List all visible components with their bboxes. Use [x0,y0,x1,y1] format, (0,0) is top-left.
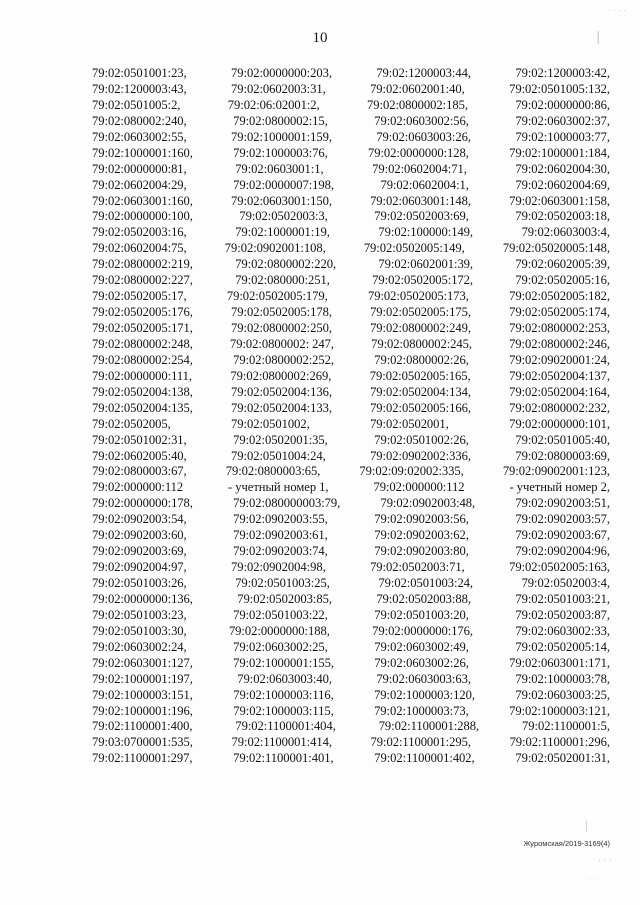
cadastral-number: 79:02:0800002:246, [509,336,610,351]
cadastral-number: 79:02:0502005:182, [509,289,610,304]
cadastral-number: 79:02:0502005, [92,416,171,431]
cadastral-number: 79:02:0902003:56, [374,512,469,527]
cadastral-number: 79:03:0700001:535, [92,735,193,750]
cadastral-number: 79:02:0000000:100, [92,209,193,224]
cadastral-number: 79:02:0502004:164, [509,384,610,399]
cadastral-number: 79:02:0800002:250, [231,321,332,335]
text-line [92,66,610,82]
cadastral-number: 79:02:0800002:232, [509,400,610,415]
cadastral-number: 79:02:0501005:40, [515,432,610,447]
text-line [92,385,610,401]
cadastral-number: 79:02:0800003:69, [515,448,610,463]
cadastral-number: 79:02:0501004:24, [231,448,326,463]
cadastral-number: 79:02:0000000:188, [228,623,330,638]
cadastral-number: 79:02:0902001:108, [224,241,326,256]
cadastral-number: 79:02:0502001:31, [515,751,610,766]
cadastral-number: 79:02:080000:251, [235,273,330,288]
cadastral-number: 79:02:0502004:136, [231,384,332,399]
text-line [92,624,610,640]
cadastral-number: 79:02:1100001:400, [92,719,193,734]
cadastral-number: - учетный номер 2, [509,480,610,495]
scan-artifact: | [596,28,600,44]
cadastral-number: 79:02:1200003:44, [376,66,471,80]
cadastral-number: 79:02:0502003:69, [374,209,469,224]
text-line [92,194,610,210]
cadastral-number: 79:02:1100001:296, [509,735,610,750]
cadastral-number: 79:02:0603003:25, [515,687,610,702]
cadastral-number: 79:02:0501003:30, [92,623,187,638]
cadastral-number: 79:02:0902004:98, [231,560,326,575]
text-line [92,353,610,369]
text-line [92,464,610,480]
cadastral-number: 79:02:080002:240, [92,113,187,128]
text-line [92,480,610,496]
cadastral-number: 79:02:1000003:151, [92,687,193,702]
cadastral-number: 79:02:0000000:101, [509,416,610,431]
cadastral-number: 79:02:0000000:176, [372,623,474,638]
cadastral-number: 79:02:0603001:127, [92,655,193,670]
cadastral-number: 79:02:0800002:269, [230,368,332,383]
cadastral-number: 79:02:0501003:21, [515,591,610,606]
text-line [92,417,610,433]
cadastral-number: 79:02:0502003:71, [370,560,465,575]
cadastral-number: 79:02:0502005:14, [515,639,610,654]
cadastral-number: 79:02:0800002:185, [367,97,468,112]
cadastral-number: 79:02:0000000:81, [92,161,187,176]
cadastral-number: 79:02:0502005:174, [509,305,610,320]
cadastral-number: 79:02:0800003:67, [92,464,187,479]
cadastral-number: 79:02:0501002:26, [374,432,469,447]
text-line [92,273,610,289]
cadastral-number: 79:02:0501003:24, [378,576,474,590]
text-line [92,433,610,449]
text-line [92,321,610,337]
cadastral-number: 79:02:06:02001:2, [227,97,320,112]
cadastral-number: 79:02:0602004:30, [515,161,610,176]
cadastral-number: 79:02:0902003:61, [233,528,328,543]
cadastral-number: 79:02:1100001:401, [233,751,334,766]
cadastral-number: 79:02:0602004:69, [515,177,610,192]
cadastral-number: 79:02:1000001:197, [92,671,193,686]
cadastral-number: 79:02:0502003:85, [237,591,332,606]
cadastral-number: 79:02:0902003:54, [92,512,187,527]
cadastral-number: 79:02:0902003:57, [515,512,610,527]
cadastral-number: 79:02:0501002:31, [92,432,187,447]
cadastral-number: 79:02:0501002, [231,416,310,431]
cadastral-number: 79:02:0502004:137, [509,368,610,383]
text-line [92,640,610,656]
cadastral-number: 79:02:0501005:2, [92,97,181,112]
text-line [92,592,610,608]
text-line [92,496,610,512]
cadastral-number: 79:02:0501003:26, [92,576,187,590]
cadastral-number: 79:02:1000001:196, [92,703,193,718]
cadastral-number: 79:02:0603001:171, [509,655,610,670]
cadastral-number: 79:02:0000000:136, [92,591,193,606]
cadastral-number: 79:02:1000003:76, [233,145,328,160]
cadastral-number: 79:02:0502005:171, [92,321,193,335]
text-line [92,751,610,767]
text-line [92,656,610,672]
cadastral-number: 79:02:0603002:56, [374,113,469,128]
cadastral-number: 79:02:0800002: 247, [229,336,334,351]
cadastral-number: 79:02:0502003:87, [515,607,610,622]
cadastral-number: 79:02:0502003:3, [239,209,328,224]
text-line [92,305,610,321]
cadastral-number: 79:02:0800002:26, [374,352,469,367]
cadastral-number: 79:02:1100001:288, [378,719,480,734]
cadastral-number: 79:02:1000001:19, [235,225,330,240]
cadastral-number: 79:02:1000001:155, [233,655,335,670]
text-line [92,162,610,178]
cadastral-number: 79:02:1000003:121, [509,703,610,718]
cadastral-number: 79:02:0603001:160, [92,193,193,208]
cadastral-number: - учетный номер 1, [228,480,329,495]
cadastral-number: 79:02:0603002:33, [515,623,610,638]
cadastral-number: 79:02:0603003:40, [237,671,332,686]
cadastral-number: 79:02:0502005:179, [226,289,328,304]
scan-artifact: · · [588,874,596,883]
cadastral-number: 79:02:0603001:158, [509,193,610,208]
cadastral-number: 79:02:1000001:160, [92,145,193,160]
text-line [92,449,610,465]
cadastral-number: 79:02:0902004:97, [92,560,187,575]
text-line [92,719,610,735]
cadastral-number: 79:02:0603002:25, [233,639,328,654]
cadastral-number-list [92,66,610,767]
cadastral-number: 79:02:0000000:203, [231,66,332,80]
text-line [92,544,610,560]
text-line [92,257,610,273]
cadastral-number: 79:02:0502004:133, [231,400,332,415]
text-line [92,560,610,576]
cadastral-number: 79:02:0000000:86, [515,97,610,112]
cadastral-number: 79:02:0603003:26, [376,129,471,144]
cadastral-number: 79:02:0902003:69, [92,544,187,559]
cadastral-number: 79:02:1200003:42, [515,66,610,80]
cadastral-number: 79:02:0602001:39, [378,257,474,272]
cadastral-number: 79:02:0502005:175, [370,305,471,320]
cadastral-number: 79:02:0800002:253, [509,321,610,335]
cadastral-number: 79:02:0502003:88, [376,591,471,606]
text-line [92,576,610,592]
text-line [92,337,610,353]
cadastral-number: 79:02:1000003:78, [515,671,610,686]
cadastral-number: 79:02:0501003:22, [233,607,328,622]
text-line [92,241,610,257]
cadastral-number: 79:02:0501003:20, [374,607,469,622]
text-line [92,130,610,146]
cadastral-number: 79:02:0602004:75, [92,241,187,256]
cadastral-number: 79:02:0502005:165, [369,368,471,383]
text-line [92,289,610,305]
cadastral-number: 79:02:0902003:55, [233,512,328,527]
cadastral-number: 79:02:0602004:29, [92,177,187,192]
cadastral-number: 79:02:1100001:414, [231,735,332,750]
cadastral-number: 79:02:0502005:176, [92,305,193,320]
text-line [92,178,610,194]
cadastral-number: 79:02:0502005:16, [515,273,610,288]
cadastral-number: 79:02:1000003:73, [374,703,469,718]
cadastral-number: 79:02:0603002:24, [92,639,187,654]
cadastral-number: 79:02:000000:112 [92,480,184,495]
cadastral-number: 79:02:0602003:31, [231,81,326,96]
cadastral-number: 79:02:0800002:227, [92,273,193,288]
cadastral-number: 79:02:0502003:4, [521,576,610,590]
cadastral-number: 79:02:0000007:198, [233,177,335,192]
text-line [92,735,610,751]
text-line [92,512,610,528]
cadastral-number: 79:02:1000003:115, [233,703,334,718]
cadastral-number: 79:02:0603002:55, [92,129,187,144]
cadastral-number: 79:02:0800002:254, [92,352,193,367]
text-line [92,114,610,130]
cadastral-number: 79:02:100000:149, [378,225,474,240]
text-line [92,528,610,544]
cadastral-number: 79:02:0501001:23, [92,66,187,80]
cadastral-number: 79:02:0502001, [370,416,449,431]
cadastral-number: 79:02:1100001:5, [522,719,610,734]
cadastral-number: 79:02:09020001:24, [509,352,610,367]
cadastral-number: 79:02:0602005:39, [515,257,610,272]
cadastral-number: 79:02:0603001:150, [231,193,332,208]
cadastral-number: 79:02:0902003:62, [374,528,469,543]
cadastral-number: 79:02:0800002:15, [233,113,328,128]
cadastral-number: 79:02:05020005:148, [502,241,610,256]
text-line [92,209,610,225]
cadastral-number: 79:02:1100001:295, [370,735,471,750]
cadastral-number: 79:02:0502004:138, [92,384,193,399]
cadastral-number: 79:02:0501003:23, [92,607,187,622]
cadastral-number: 79:02:0502003:18, [515,209,610,224]
page-number: 10 [312,30,328,46]
cadastral-number: 79:02:0902003:51, [515,496,610,511]
cadastral-number: 79:02:0502001:35, [233,432,328,447]
cadastral-number: 79:02:0602005:40, [92,448,187,463]
cadastral-number: 79:02:0502005:163, [509,560,610,575]
cadastral-number: 79:02:1100001:297, [92,751,193,766]
scan-artifact: | [584,818,588,832]
text-line [92,98,610,114]
cadastral-number: 79:02:0502005:173, [367,289,469,304]
cadastral-number: 79:02:0800002:252, [233,352,335,367]
cadastral-number: 79:02:0902003:48, [380,496,476,511]
cadastral-number: 79:02:0902003:80, [374,544,469,559]
cadastral-number: 79:02:0603003:63, [376,671,471,686]
cadastral-number: 79:02:0800003:65, [225,464,321,479]
cadastral-number: 79:02:1100001:402, [374,751,475,766]
cadastral-number: 79:02:1000003:116, [233,687,334,702]
cadastral-number: 79:02:1000001:159, [231,129,332,144]
cadastral-number: 79:02:0603001:148, [370,193,471,208]
cadastral-number: 79:02:1200003:43, [92,81,187,96]
text-line [92,672,610,688]
cadastral-number: 79:02:0902003:67, [515,528,610,543]
cadastral-number: 79:02:0602004:71, [372,161,467,176]
cadastral-number: 79:02:1000003:120, [374,687,475,702]
text-line [92,401,610,417]
text-line [92,608,610,624]
cadastral-number: 79:02:09002001:123, [502,464,610,479]
cadastral-number: 79:02:0502005:172, [372,273,474,288]
cadastral-number: 79:02:0000000:128, [367,145,469,160]
cadastral-number: 79:02:0603002:37, [515,113,610,128]
scan-artifact: · · · [598,855,612,865]
cadastral-number: 79:02:0502005:166, [370,400,471,415]
cadastral-number: 79:02:0000000:111, [92,368,192,383]
text-line [92,82,610,98]
cadastral-number: 79:02:0902003:74, [233,544,328,559]
cadastral-number: 79:02:080000003:79, [233,496,341,511]
scan-artifact: · · · · [608,6,626,15]
cadastral-number: 79:02:0800002:245, [371,336,472,351]
cadastral-number: 79:02:000000:112 [373,480,465,495]
cadastral-number: 79:02:0800002:248, [92,336,193,351]
cadastral-number: 79:02:1000001:184, [509,145,610,160]
cadastral-number: 79:02:0800002:220, [235,257,337,272]
cadastral-number: 79:02:0502004:135, [92,400,193,415]
cadastral-number: 79:02:0502005:149, [363,241,465,256]
text-line [92,369,610,385]
cadastral-number: 79:02:0501003:25, [235,576,330,590]
cadastral-number: 79:02:0902004:96, [515,544,610,559]
cadastral-number: 79:02:0902003:60, [92,528,187,543]
cadastral-number: 79:02:0000000:178, [92,496,193,511]
cadastral-number: 79:02:0902002:336, [370,448,471,463]
cadastral-number: 79:02:0502005:17, [92,289,187,304]
cadastral-number: 79:02:09:02002:335, [359,464,464,479]
text-line [92,704,610,720]
cadastral-number: 79:02:0502005:178, [231,305,332,320]
cadastral-number: 79:02:0501005:132, [509,81,610,96]
cadastral-number: 79:02:0502003:16, [92,225,187,240]
cadastral-number: 79:02:1100001:404, [235,719,336,734]
text-line [92,688,610,704]
cadastral-number: 79:02:0603001:1, [235,161,324,176]
text-line [92,225,610,241]
cadastral-number: 79:02:0603003:4, [521,225,610,240]
cadastral-number: 79:02:0602004:1, [380,177,469,192]
cadastral-number: 79:02:0603002:49, [374,639,469,654]
cadastral-number: 79:02:0800002:219, [92,257,193,272]
cadastral-number: 79:02:0603002:26, [374,655,469,670]
document-reference: Журомская/2019-3169(4) [523,839,610,848]
cadastral-number: 79:02:1000003:77, [515,129,610,144]
cadastral-number: 79:02:0502004:134, [370,384,471,399]
text-line [92,146,610,162]
cadastral-number: 79:02:0602001:40, [370,81,465,96]
cadastral-number: 79:02:0800002:249, [370,321,471,335]
